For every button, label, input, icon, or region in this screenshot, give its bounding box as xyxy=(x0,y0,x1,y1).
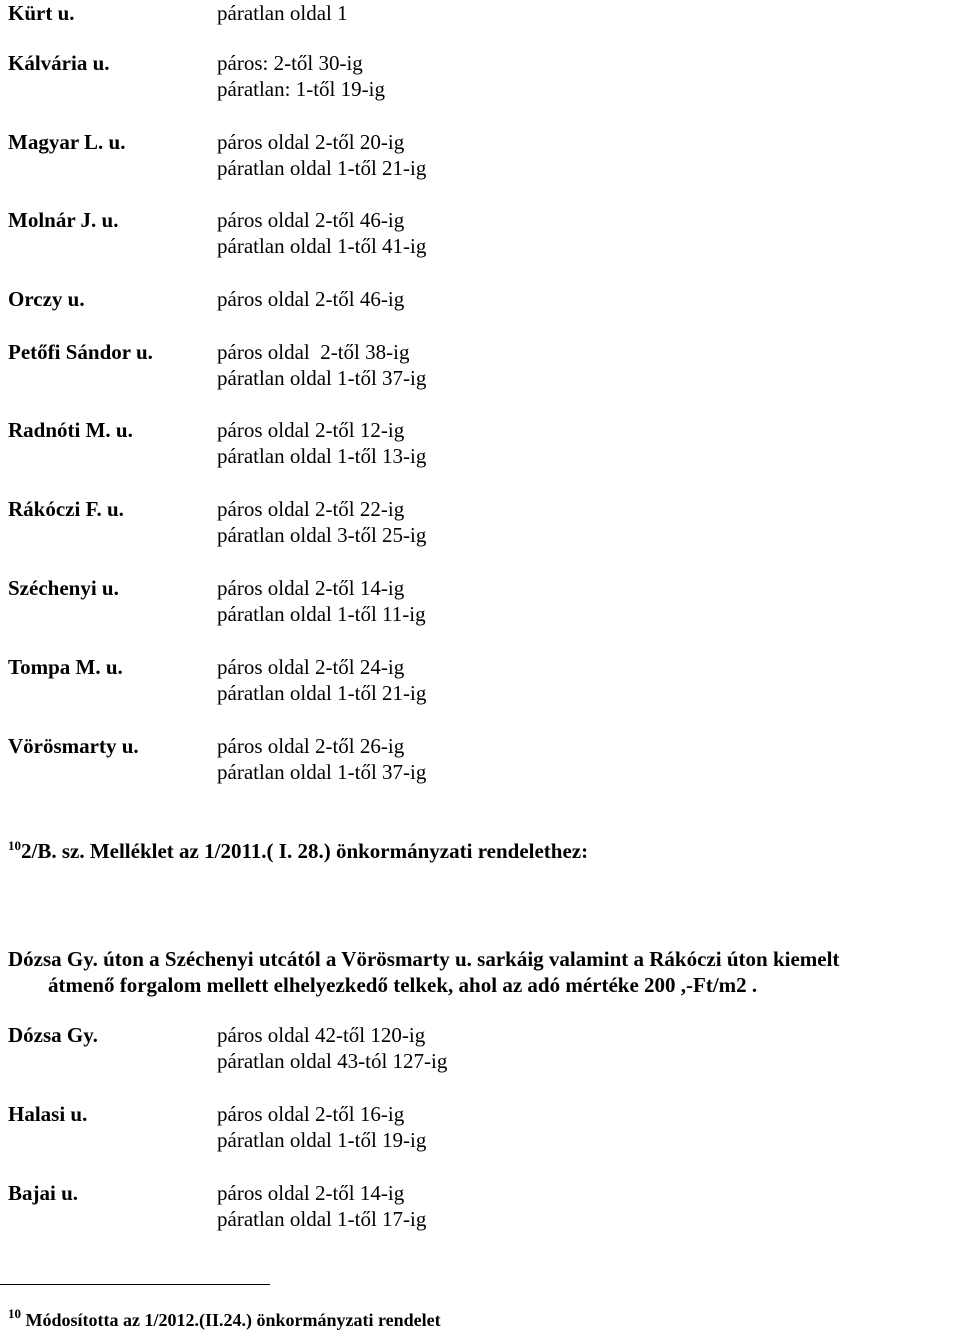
house-range: páros oldal 2-től 12-ig xyxy=(217,418,405,442)
house-range: páratlan oldal 1-től 17-ig xyxy=(217,1207,427,1231)
house-range: páros oldal 2-től 26-ig xyxy=(217,734,405,758)
footnote-divider xyxy=(0,1284,270,1285)
description-line: Dózsa Gy. úton a Széchenyi utcától a Vörösmarty u. sarkáig valamint a Rákóczi úton kiemelt xyxy=(8,947,840,971)
street-name: Petőfi Sándor u. xyxy=(8,340,153,364)
footnote-reference[interactable]: 10 xyxy=(8,838,21,853)
house-range: páratlan oldal 43-tól 127-ig xyxy=(217,1049,448,1073)
house-range: páros oldal 42-től 120-ig xyxy=(217,1023,426,1047)
street-name: Rákóczi F. u. xyxy=(8,497,124,521)
street-name: Molnár J. u. xyxy=(8,208,119,232)
house-range: páros oldal 2-től 16-ig xyxy=(217,1102,405,1126)
street-name: Magyar L. u. xyxy=(8,130,126,154)
section-description xyxy=(8,946,956,998)
house-range: páratlan: 1-től 19-ig xyxy=(217,77,385,101)
street-name: Széchenyi u. xyxy=(8,576,119,600)
house-range: páros oldal 2-től 20-ig xyxy=(217,130,405,154)
house-range: páratlan oldal 1-től 19-ig xyxy=(217,1128,427,1152)
house-range: páratlan oldal 1-től 41-ig xyxy=(217,234,427,258)
street-name: Halasi u. xyxy=(8,1102,88,1126)
house-range: páros oldal 2-től 38-ig xyxy=(217,340,410,364)
footnote-number: 10 xyxy=(8,1306,21,1321)
street-name: Kálvária u. xyxy=(8,51,110,75)
section-heading xyxy=(8,838,588,864)
street-name: Tompa M. u. xyxy=(8,655,123,679)
house-range: páros: 2-től 30-ig xyxy=(217,51,363,75)
house-range: páratlan oldal 3-től 25-ig xyxy=(217,523,427,547)
house-range: páratlan oldal 1-től 13-ig xyxy=(217,444,427,468)
street-name: Orczy u. xyxy=(8,287,85,311)
house-range: páratlan oldal 1-től 37-ig xyxy=(217,760,427,784)
house-range: páratlan oldal 1-től 21-ig xyxy=(217,156,427,180)
street-name: Kürt u. xyxy=(8,1,75,25)
street-name: Dózsa Gy. xyxy=(8,1023,98,1047)
section-title: 2/B. sz. Melléklet az 1/2011.( I. 28.) önkormányzati rendelethez: xyxy=(21,839,589,863)
footnote-text: Módosította az 1/2012.(II.24.) önkormányzati rendelet xyxy=(25,1310,441,1330)
house-range: páratlan oldal 1-től 37-ig xyxy=(217,366,427,390)
description-line: átmenő forgalom mellett elhelyezkedő telkek, ahol az adó mértéke 200 ,-Ft/m2 . xyxy=(48,973,758,997)
house-range: páros oldal 2-től 46-ig xyxy=(217,287,405,311)
street-name: Radnóti M. u. xyxy=(8,418,133,442)
house-range: páros oldal 2-től 24-ig xyxy=(217,655,405,679)
street-name: Vörösmarty u. xyxy=(8,734,139,758)
house-range: páros oldal 2-től 14-ig xyxy=(217,576,405,600)
house-range: páratlan oldal 1-től 21-ig xyxy=(217,681,427,705)
footnote xyxy=(8,1308,441,1332)
house-range: páratlan oldal 1 xyxy=(217,1,348,25)
house-range: páros oldal 2-től 22-ig xyxy=(217,497,405,521)
house-range: páros oldal 2-től 46-ig xyxy=(217,208,405,232)
house-range: páros oldal 2-től 14-ig xyxy=(217,1181,405,1205)
house-range: páratlan oldal 1-től 11-ig xyxy=(217,602,426,626)
street-name: Bajai u. xyxy=(8,1181,79,1205)
